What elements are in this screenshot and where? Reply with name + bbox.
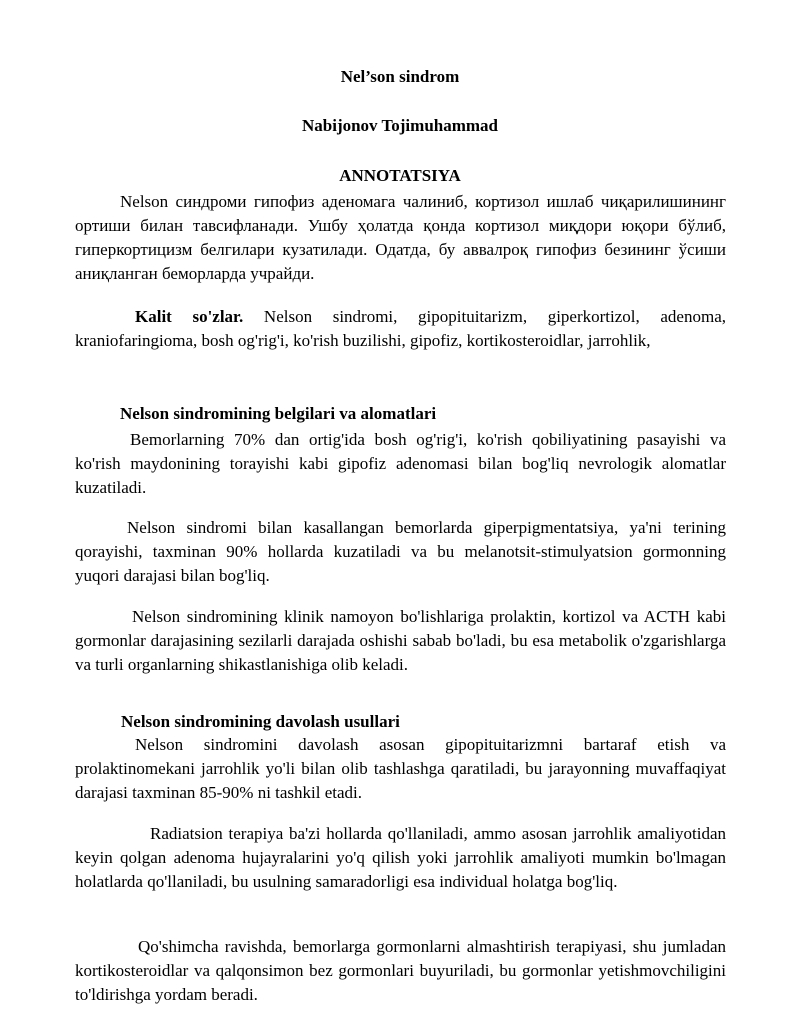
symptoms-paragraph-2: Nelson sindromi bilan kasallangan bemorlarda giperpigmentatsiya, ya'ni terining qorayishi, taxminan 90% hollarda kuzatiladi va bu melanotsit-stimulyatsion gormonning yuqori darajasi bilan bog'liq. <box>75 518 726 585</box>
treatment-paragraph-1: Nelson sindromini davolash asosan gipopituitarizmni bartaraf etish va prolaktinomekani jarrohlik yo'li bilan olib tashlashga qaratiladi, bu jarayonning muvaffaqiyat darajasi taxminan 85-90% ni tashkil etadi. <box>75 735 726 802</box>
symptoms-paragraph-1: Bemorlarning 70% dan ortig'ida bosh og'rig'i, ko'rish qobiliyatining pasayishi va ko'rish maydonining torayishi kabi gipofiz adenomasi bilan bog'liq nevrologik alomatlar kuzatiladi. <box>75 430 726 497</box>
symptoms-paragraph-3: Nelson sindromining klinik namoyon bo'lishlariga prolaktin, kortizol va ACTH kabi gormonlar darajasining sezilarli darajada oshishi sabab bo'ladi, bu esa metabolik o'zgarishlarga va turli organlarning shikastlanishiga olib keladi. <box>75 607 726 674</box>
keywords-label: Kalit so'zlar. <box>135 307 244 326</box>
author-name: Nabijonov Tojimuhammad <box>301 116 499 135</box>
document-title: Nel’son sindrom <box>340 67 460 86</box>
treatment-paragraph-2: Radiatsion terapiya ba'zi hollarda qo'llaniladi, ammo asosan jarrohlik amaliyotidan keyin qolgan adenoma hujayralarini yo'q qilish yoki jarrohlik amaliyoti mumkin bo'lmagan holatlarda qo'llaniladi, bu usulning samaradorligi esa individual holatga bog'liq. <box>75 824 726 891</box>
keywords-paragraph <box>75 305 726 353</box>
keywords-text: Nelson sindromi, gipopituitarizm, giperkortizol, adenoma, kraniofaringioma, bosh og'rig'i, ko'rish buzilishi, gipofiz, kortikosteroidlar, jarrohlik, <box>75 307 726 350</box>
annotation-paragraph: Nelson синдроми гипофиз аденомага чалиниб, кортизол ишлаб чиқарилишининг ортиши билан тавсифланади. Ушбу ҳолатда қонда кортизол миқдори юқори бўлиб, гиперкортицизм белгилари кузатилади. Одатда, бу аввалроқ гипофиз безининг ўсиши аниқланган беморларда учрайди. <box>75 192 726 283</box>
treatment-paragraph-3: Qo'shimcha ravishda, bemorlarga gormonlarni almashtirish terapiyasi, shu jumladan kortikosteroidlar va qalqonsimon bez gormonlari buyuriladi, bu gormonlar yetishmovchiligini to'ldirishga yordam beradi. <box>75 937 726 1004</box>
section-heading-symptoms: Nelson sindromining belgilari va alomatlari <box>120 404 437 423</box>
section-heading-treatment: Nelson sindromining davolash usullari <box>121 712 400 731</box>
annotation-heading: ANNOTATSIYA <box>339 166 461 185</box>
